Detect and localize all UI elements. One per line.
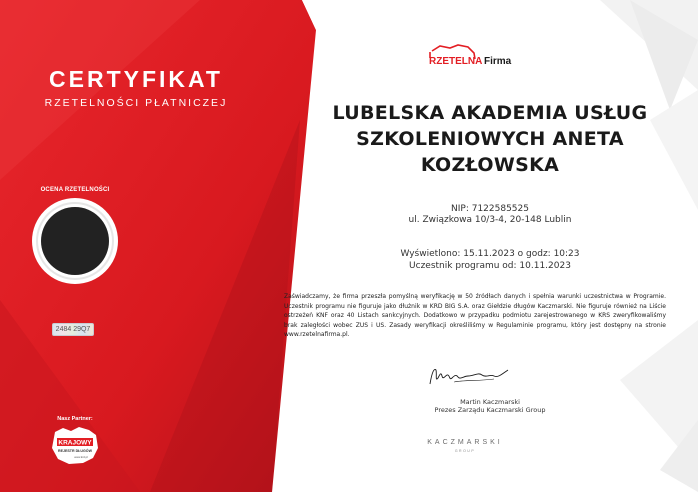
company-address: ul. Związkowa 10/3-4, 20-148 Lublin [408,215,572,225]
partner-label: Nasz Partner: [57,416,93,422]
signature-image [424,362,516,392]
displayed-timestamp: Wyświetlono: 15.11.2023 o godz: 10:23 [400,249,580,259]
company-name-line-3: KOZŁOWSKA [420,154,560,176]
svg-text:www.krd.pl: www.krd.pl [74,455,88,459]
krd-partner-logo [49,426,101,466]
certificate-subtitle: RZETELNOŚCI PŁATNICZEJ [44,97,228,109]
rzetelna-firma-logo [424,42,529,70]
hologram-code: 2484 29Q7 [52,323,94,336]
svg-text:REJESTR DŁUGÓW: REJESTR DŁUGÓW [58,449,92,453]
signer-name: Martin Kaczmarski [460,398,520,406]
svg-text:Firma: Firma [484,56,512,67]
rating-label: OCENA RZETELNOŚCI [40,187,110,193]
svg-text:KRAJOWY: KRAJOWY [58,439,92,447]
verification-statement: Zaświadczamy, że firma przeszła pomyślną weryfikację w 50 źródłach danych i spełnia warunki uczestnictwa w Programie. Uczestnik programu nie figuruje jako dłużnik w KRD BIG S.A. oraz Giełdzie długów Kaczmarski. Nie figuruje również na Liście ostrzeżeń KNF oraz 40 Listach sankcyjnych. Dodatkowo w przypadku podmiotu zarejestrowanego w KRS zweryfikowaliśmy brak zaległości wobec ZUS i US. Zasady weryfikacji określiliśmy w Regulaminie programu, który jest dostępny na stronie www.rzetelnafirma.pl. [284,293,666,339]
kaczmarski-group: GROUP [454,449,476,453]
company-nip: NIP: 7122585525 [451,204,529,214]
kaczmarski-brand: KACZMARSKI [427,439,503,446]
svg-text:RZETELNA: RZETELNA [429,56,483,67]
signer-role: Prezes Zarządu Kaczmarski Group [434,406,546,414]
company-name-line-1: LUBELSKA AKADEMIA USŁUG [332,102,648,124]
decorative-polygons [560,0,698,492]
company-name [312,100,668,178]
member-since: Uczestnik programu od: 10.11.2023 [409,261,571,271]
rating-seal [30,196,120,286]
company-name-line-2: SZKOLENIOWYCH ANETA [356,128,624,150]
certificate-title: CERTYFIKAT [49,66,223,92]
red-side-panel [0,0,320,492]
